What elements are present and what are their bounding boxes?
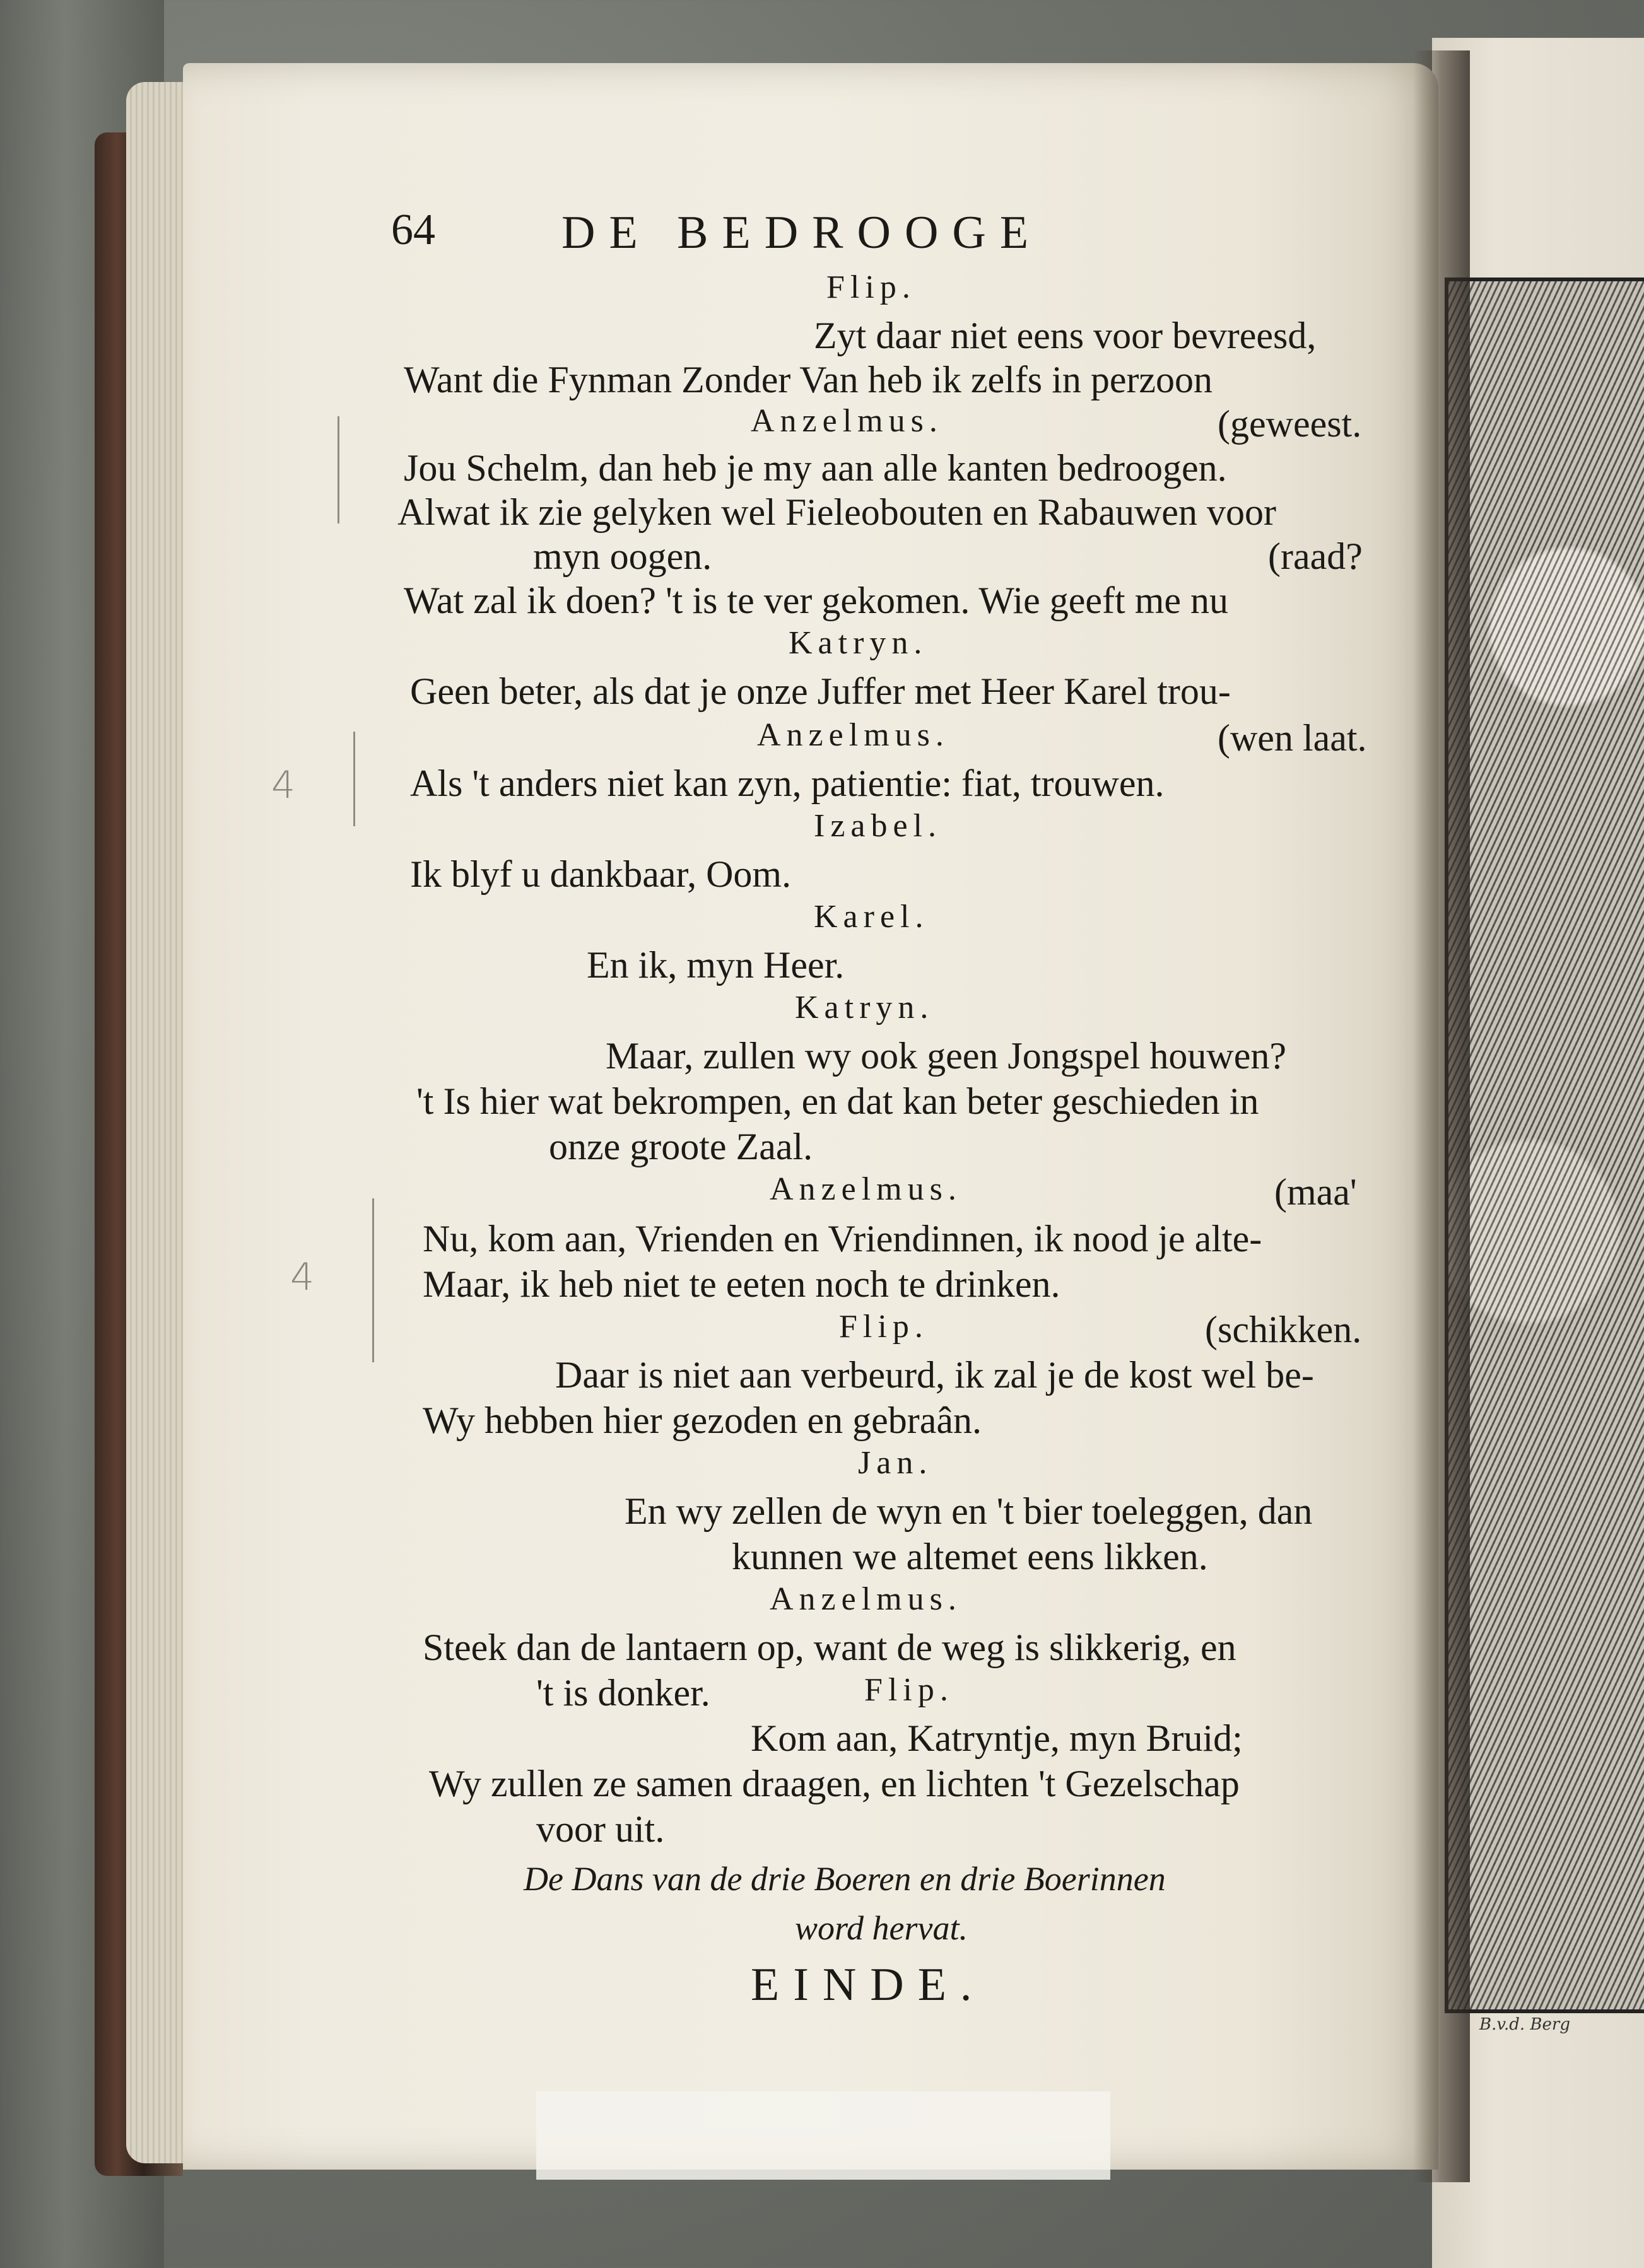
verse-line: kunnen we altemet eens likken. xyxy=(732,1536,1208,1577)
verse-line: Als 't anders niet kan zyn, patientie: fiat, trouwen. xyxy=(410,763,1165,804)
paper-strip xyxy=(536,2091,1110,2180)
verse-line: Wy zullen ze samen draagen, en lichten 't Gezelschap xyxy=(429,1763,1240,1804)
verse-line: En wy zellen de wyn en 't bier toeleggen, dan xyxy=(625,1490,1313,1532)
speaker-name: Flip. xyxy=(826,269,916,305)
verse-line: Daar is niet aan verbeurd, ik zal je de kost wel be- xyxy=(555,1354,1314,1396)
stage-direction: word hervat. xyxy=(795,1909,968,1947)
engraver-signature: B.v.d. Berg xyxy=(1479,2015,1570,2034)
speaker-name: Flip. xyxy=(839,1309,929,1345)
verse-line: Wy hebben hier gezoden en gebraân. xyxy=(423,1400,982,1441)
pencil-margin-mark xyxy=(338,416,339,523)
pencil-annotation: 4 xyxy=(271,763,296,807)
page-number: 64 xyxy=(391,206,435,254)
speaker-name: Karel. xyxy=(814,899,929,935)
speaker-name: Flip. xyxy=(864,1672,954,1708)
pencil-margin-mark xyxy=(353,732,355,826)
verse-line: Jou Schelm, dan heb je my aan alle kanten bedroogen. xyxy=(404,447,1227,489)
verse-line: Geen beter, als dat je onze Juffer met Heer Karel trou- xyxy=(410,670,1231,712)
verse-turnover: (raad? xyxy=(1268,535,1363,577)
speaker-name: Jan. xyxy=(858,1445,933,1481)
verse-line: voor uit. xyxy=(536,1808,665,1850)
speaker-name: Anzelmus. xyxy=(770,1171,962,1207)
frontispiece-engraving xyxy=(1445,278,1644,2013)
verse-line: onze groote Zaal. xyxy=(549,1126,813,1167)
running-head: DE BEDROOGE xyxy=(561,207,1043,259)
verse-line: Zyt daar niet eens voor bevreesd, xyxy=(814,315,1317,356)
verse-line: Alwat ik zie gelyken wel Fieleobouten en Rabauwen voor xyxy=(397,491,1276,533)
verse-line: 't is donker. xyxy=(536,1672,710,1714)
verse-line: En ik, myn Heer. xyxy=(587,944,845,986)
speaker-name: Anzelmus. xyxy=(751,403,943,439)
pencil-margin-mark xyxy=(372,1198,374,1362)
pencil-annotation: 4 xyxy=(290,1255,315,1299)
verse-turnover: (wen laat. xyxy=(1218,717,1367,759)
verse-line: Kom aan, Katryntje, myn Bruid; xyxy=(751,1717,1243,1759)
verse-line: Ik blyf u dankbaar, Oom. xyxy=(410,853,792,895)
book-gutter xyxy=(1413,50,1470,2182)
verse-line: Maar, zullen wy ook geen Jongspel houwen? xyxy=(606,1035,1286,1077)
verse-line: 't Is hier wat bekrompen, en dat kan beter geschieden in xyxy=(416,1080,1259,1122)
verse-line: myn oogen. xyxy=(533,535,712,577)
verse-line: Want die Fynman Zonder Van heb ik zelfs in perzoon xyxy=(404,359,1213,400)
verse-line: Steek dan de lantaern op, want de weg is slikkerig, en xyxy=(423,1627,1236,1668)
verse-turnover: (maa' xyxy=(1274,1171,1357,1213)
verse-line: Nu, kom aan, Vrienden en Vriendinnen, ik nood je alte- xyxy=(423,1218,1262,1260)
end-word: EINDE. xyxy=(751,1959,986,2011)
speaker-name: Izabel. xyxy=(814,808,942,844)
verse-turnover: (geweest. xyxy=(1218,403,1362,445)
speaker-name: Anzelmus. xyxy=(770,1581,962,1617)
speaker-name: Anzelmus. xyxy=(757,717,949,753)
verse-turnover: (schikken. xyxy=(1205,1309,1362,1350)
verse-line: Maar, ik heb niet te eeten noch te drinken. xyxy=(423,1263,1060,1305)
verse-line: Wat zal ik doen? 't is te ver gekomen. Wie geeft me nu xyxy=(404,580,1228,621)
speaker-name: Katryn. xyxy=(795,990,934,1026)
stage-direction: De Dans van de drie Boeren en drie Boerinnen xyxy=(524,1860,1166,1898)
speaker-name: Katryn. xyxy=(789,625,928,661)
book-page xyxy=(183,63,1438,2170)
